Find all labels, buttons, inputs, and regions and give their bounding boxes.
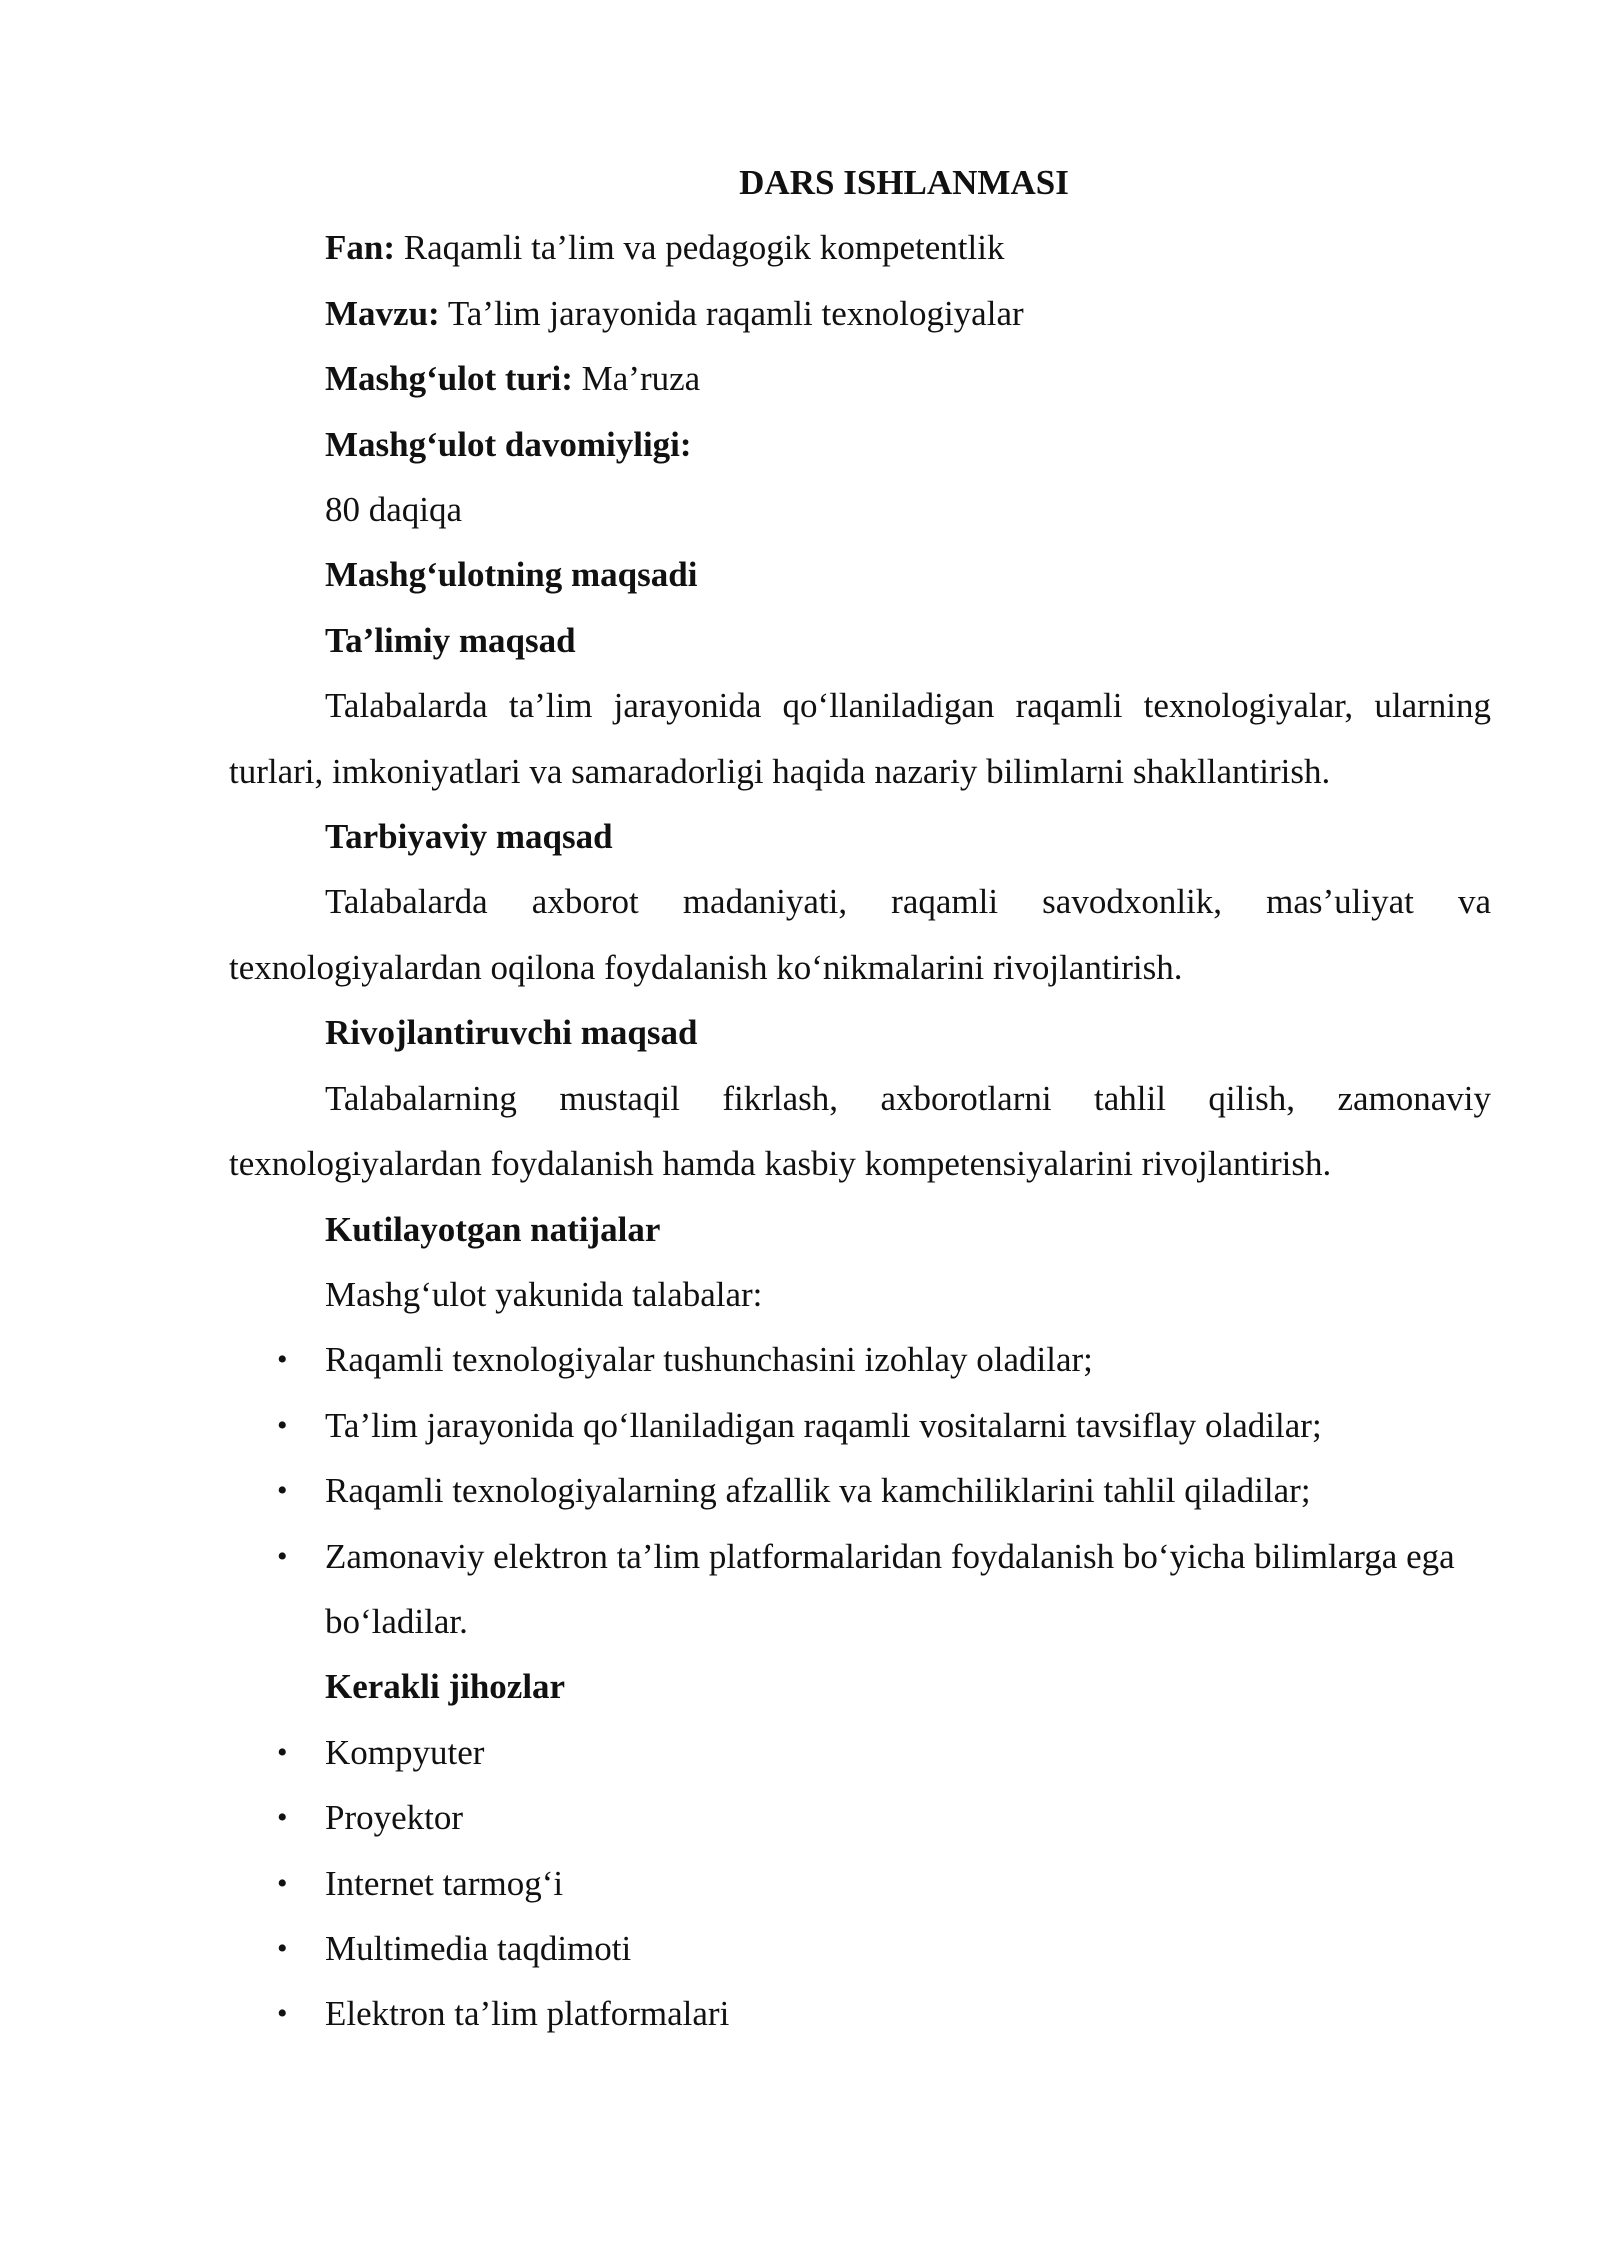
mavzu-value: Ta’lim jarayonida raqamli texnologiyalar	[439, 293, 1024, 333]
fan-value: Raqamli ta’lim va pedagogik kompetentlik	[395, 228, 1005, 268]
list-item-text: Raqamli texnologiyalarning afzallik va kamchiliklarini tahlil qiladilar;	[325, 1471, 1311, 1511]
bullet-icon: •	[277, 1931, 288, 1965]
list-item	[229, 1327, 1491, 1392]
talimiy-text: Talabalarda ta’lim jarayonida qo‘llaniladigan raqamli texnologiyalar, ularning turlari, imkoniyatlari va samaradorligi haqida nazariy bilimlarni shakllantirish.	[229, 686, 1491, 791]
results-heading: Kutilayotgan natijalar	[325, 1209, 661, 1249]
list-item	[229, 1393, 1491, 1458]
tarbiyaviy-heading: Tarbiyaviy maqsad	[325, 817, 613, 857]
list-item	[229, 1916, 1491, 1981]
rivojlantiruvchi-heading: Rivojlantiruvchi maqsad	[325, 1013, 698, 1053]
bullet-icon: •	[277, 1735, 288, 1769]
list-item-text: Kompyuter	[325, 1732, 485, 1772]
document-body	[229, 150, 1491, 2047]
mavzu-line	[229, 281, 1491, 346]
goals-heading: Mashg‘ulotning maqsadi	[325, 555, 698, 595]
bullet-icon: •	[277, 1539, 288, 1573]
mavzu-label: Mavzu:	[325, 293, 440, 333]
davomiylik-value: 80 daqiqa	[325, 490, 463, 530]
turi-value: Ma’ruza	[572, 359, 701, 399]
list-item	[229, 1458, 1491, 1523]
bullet-icon: •	[277, 1343, 288, 1377]
list-item	[229, 1524, 1491, 1655]
bullet-icon: •	[277, 1474, 288, 1508]
results-list	[229, 1327, 1491, 1654]
list-item	[229, 1981, 1491, 2046]
rivojlantiruvchi-text: Talabalarning mustaqil fikrlash, axborotlarni tahlil qilish, zamonaviy texnologiyalardan foydalanish hamda kasbiy kompetensiyalarini rivojlantirish.	[229, 1078, 1491, 1184]
list-item-text: Elektron ta’lim platformalari	[325, 1994, 730, 2034]
turi-line	[229, 346, 1491, 411]
list-item	[229, 1720, 1491, 1785]
list-item	[229, 1785, 1491, 1850]
equipment-heading: Kerakli jihozlar	[325, 1667, 566, 1707]
davomiylik-label: Mashg‘ulot davomiyligi:	[325, 424, 692, 464]
fan-line	[229, 215, 1491, 280]
tarbiyaviy-text: Talabalarda axborot madaniyati, raqamli savodxonlik, mas’uliyat va texnologiyalardan oqilona foydalanish ko‘nikmalarini rivojlantirish.	[229, 882, 1491, 987]
equipment-list	[229, 1720, 1491, 2047]
list-item-text: Zamonaviy elektron ta’lim platformalaridan foydalanish bo‘yicha bilimlarga ega bo‘ladilar.	[325, 1536, 1455, 1641]
talimiy-heading: Ta’limiy maqsad	[325, 620, 576, 660]
list-item-text: Internet tarmog‘i	[325, 1863, 564, 1903]
list-item	[229, 1851, 1491, 1916]
document-title: DARS ISHLANMASI	[739, 163, 1069, 202]
bullet-icon: •	[277, 1997, 288, 2031]
bullet-icon: •	[277, 1801, 288, 1835]
list-item-text: Raqamli texnologiyalar tushunchasini izohlay oladilar;	[325, 1340, 1093, 1380]
turi-label: Mashg‘ulot turi:	[325, 359, 573, 399]
list-item-text: Proyektor	[325, 1798, 464, 1838]
fan-label: Fan:	[325, 228, 395, 268]
results-intro: Mashg‘ulot yakunida talabalar:	[325, 1274, 763, 1314]
bullet-icon: •	[277, 1866, 288, 1900]
bullet-icon: •	[277, 1408, 288, 1442]
list-item-text: Ta’lim jarayonida qo‘llaniladigan raqamli vositalarni tavsiflay oladilar;	[325, 1405, 1322, 1445]
list-item-text: Multimedia taqdimoti	[325, 1928, 632, 1968]
